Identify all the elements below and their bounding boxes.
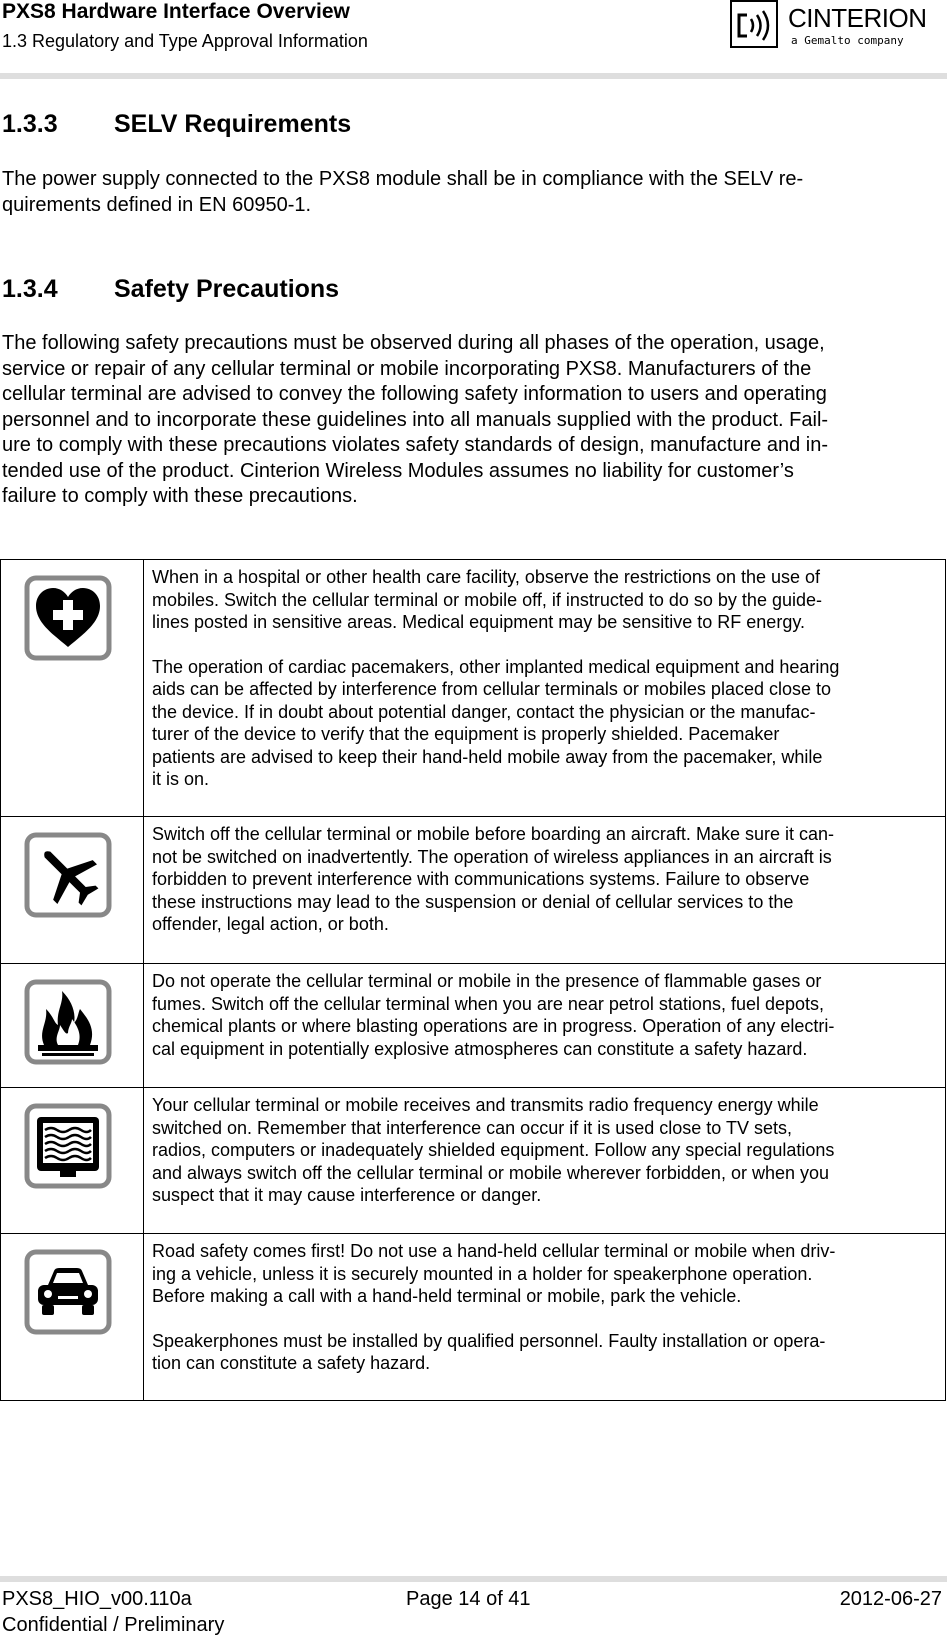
precaution-line: Road safety comes first! Do not use a hand-held cellular terminal or mobile when driv- — [152, 1241, 836, 1261]
precaution-line: fumes. Switch off the cellular terminal when you are near petrol stations, fuel depots, — [152, 993, 825, 1014]
tv-interference-icon — [24, 1103, 112, 1189]
text-cell — [144, 817, 946, 964]
paragraph-line: cellular terminal are advised to convey the following safety information to users and operating — [2, 383, 827, 405]
precaution-paragraph — [152, 656, 939, 791]
paragraph-line: quirements defined in EN 60950-1. — [2, 193, 312, 216]
table-row — [1, 817, 946, 964]
precaution-line: tion can constitute a safety hazard. — [152, 1353, 431, 1373]
safety-intro-paragraph — [2, 331, 945, 510]
footer-divider — [0, 1576, 947, 1582]
heading-title: Safety Precautions — [114, 275, 340, 303]
precaution-paragraph — [152, 1094, 939, 1207]
precaution-line: When in a hospital or other health care facility, observe the restrictions on the use of — [152, 567, 821, 587]
precaution-line: switched on. Remember that interference can occur if it is used close to TV sets, — [152, 1117, 792, 1138]
footer-classification: Confidential / Preliminary — [2, 1614, 225, 1636]
icon-cell — [1, 817, 144, 964]
page-header — [0, 0, 947, 80]
table-row — [1, 1234, 946, 1401]
text-cell — [144, 964, 946, 1088]
footer-doc-id: PXS8_HIO_v00.110a — [2, 1588, 192, 1610]
precaution-paragraph — [152, 566, 939, 634]
paragraph-line: failure to comply with these precautions. — [2, 485, 358, 507]
table-row — [1, 964, 946, 1088]
medical-cross-heart-icon — [24, 575, 112, 661]
precaution-line: Before making a call with a hand-held terminal or mobile, park the vehicle. — [152, 1286, 742, 1306]
icon-cell — [1, 1234, 144, 1401]
precaution-line: Your cellular terminal or mobile receives and transmits radio frequency energy while — [152, 1095, 819, 1115]
precaution-line: mobiles. Switch the cellular terminal or mobile off, if instructed to do so by the guide- — [152, 589, 822, 610]
paragraph-line: The following safety precautions must be observed during all phases of the operation, usage, — [2, 332, 825, 354]
precaution-paragraph — [152, 970, 939, 1060]
precaution-line: turer of the device to verify that the equipment is properly shielded. Pacemaker — [152, 724, 780, 744]
selv-paragraph — [2, 167, 945, 218]
paragraph-line: The power supply connected to the PXS8 module shall be in compliance with the SELV re- — [2, 168, 804, 190]
precaution-line: suspect that it may cause interference or danger. — [152, 1185, 542, 1205]
precaution-paragraph — [152, 823, 939, 936]
precaution-line: the device. If in doubt about potential danger, contact the physician or the manufac- — [152, 701, 816, 722]
paragraph-line: personnel and to incorporate these guidelines into all manuals supplied with the product. Fail- — [2, 408, 829, 431]
paragraph-line: tended use of the product. Cinterion Wireless Modules assumes no liability for customer’s — [2, 459, 794, 482]
paragraph-line: ure to comply with these precautions violates safety standards of design, manufacture and in- — [2, 434, 829, 456]
text-cell — [144, 560, 946, 817]
precaution-line: and always switch off the cellular terminal or mobile wherever forbidden, or when you — [152, 1162, 830, 1183]
precaution-line: it is on. — [152, 769, 210, 789]
precaution-line: aids can be affected by interference from cellular terminals or mobiles placed close to — [152, 679, 832, 699]
safety-precautions-table — [0, 559, 946, 1401]
precaution-paragraph — [152, 1240, 939, 1308]
table-row — [1, 1088, 946, 1234]
heading-title: SELV Requirements — [114, 110, 352, 138]
document-title: PXS8 Hardware Interface Overview — [2, 0, 350, 23]
heading-selv-requirements — [2, 110, 351, 139]
precaution-line: patients are advised to keep their hand-held mobile away from the pacemaker, while — [152, 746, 823, 767]
icon-cell — [1, 560, 144, 817]
footer-date: 2012-06-27 — [839, 1588, 942, 1610]
precaution-paragraph — [152, 1330, 939, 1375]
precaution-line: forbidden to prevent interference with communications systems. Failure to observe — [152, 869, 810, 889]
heading-safety-precautions — [2, 275, 339, 304]
airplane-icon — [24, 832, 112, 918]
icon-cell — [1, 964, 144, 1088]
logo-wordmark: CINTERION — [788, 3, 927, 33]
precaution-line: chemical plants or where blasting operations are in progress. Operation of any electri- — [152, 1016, 835, 1036]
car-icon — [24, 1249, 112, 1335]
section-subtitle: 1.3 Regulatory and Type Approval Information — [2, 31, 368, 51]
precaution-line: radios, computers or inadequately shielded equipment. Follow any special regulations — [152, 1140, 835, 1160]
precaution-line: these instructions may lead to the suspension or denial of cellular services to the — [152, 891, 794, 912]
icon-cell — [1, 1088, 144, 1234]
paragraph-line: service or repair of any cellular terminal or mobile incorporating PXS8. Manufacturers of the — [2, 357, 812, 380]
table-row — [1, 560, 946, 817]
flame-icon — [24, 979, 112, 1065]
header-divider — [0, 73, 947, 79]
precaution-line: lines posted in sensitive areas. Medical equipment may be sensitive to RF energy. — [152, 612, 805, 632]
logo-tagline: a Gemalto company — [791, 34, 904, 47]
precaution-line: Switch off the cellular terminal or mobile before boarding an aircraft. Make sure it can- — [152, 824, 834, 844]
footer-page-number: Page 14 of 41 — [406, 1588, 531, 1610]
precaution-line: not be switched on inadvertently. The operation of wireless appliances in an aircraft is — [152, 846, 832, 867]
precaution-line: The operation of cardiac pacemakers, other implanted medical equipment and hearing — [152, 656, 840, 677]
precaution-line: Do not operate the cellular terminal or mobile in the presence of flammable gases or — [152, 971, 822, 991]
text-cell — [144, 1234, 946, 1401]
text-cell — [144, 1088, 946, 1234]
precaution-line: Speakerphones must be installed by qualified personnel. Faulty installation or opera- — [152, 1330, 826, 1351]
heading-number: 1.3.3 — [2, 110, 58, 138]
precaution-line: offender, legal action, or both. — [152, 914, 389, 934]
heading-number: 1.3.4 — [2, 275, 58, 303]
precaution-line: cal equipment in potentially explosive atmospheres can constitute a safety hazard. — [152, 1038, 808, 1059]
cinterion-logo — [730, 0, 942, 52]
precaution-line: ing a vehicle, unless it is securely mounted in a holder for speakerphone operation. — [152, 1263, 813, 1284]
